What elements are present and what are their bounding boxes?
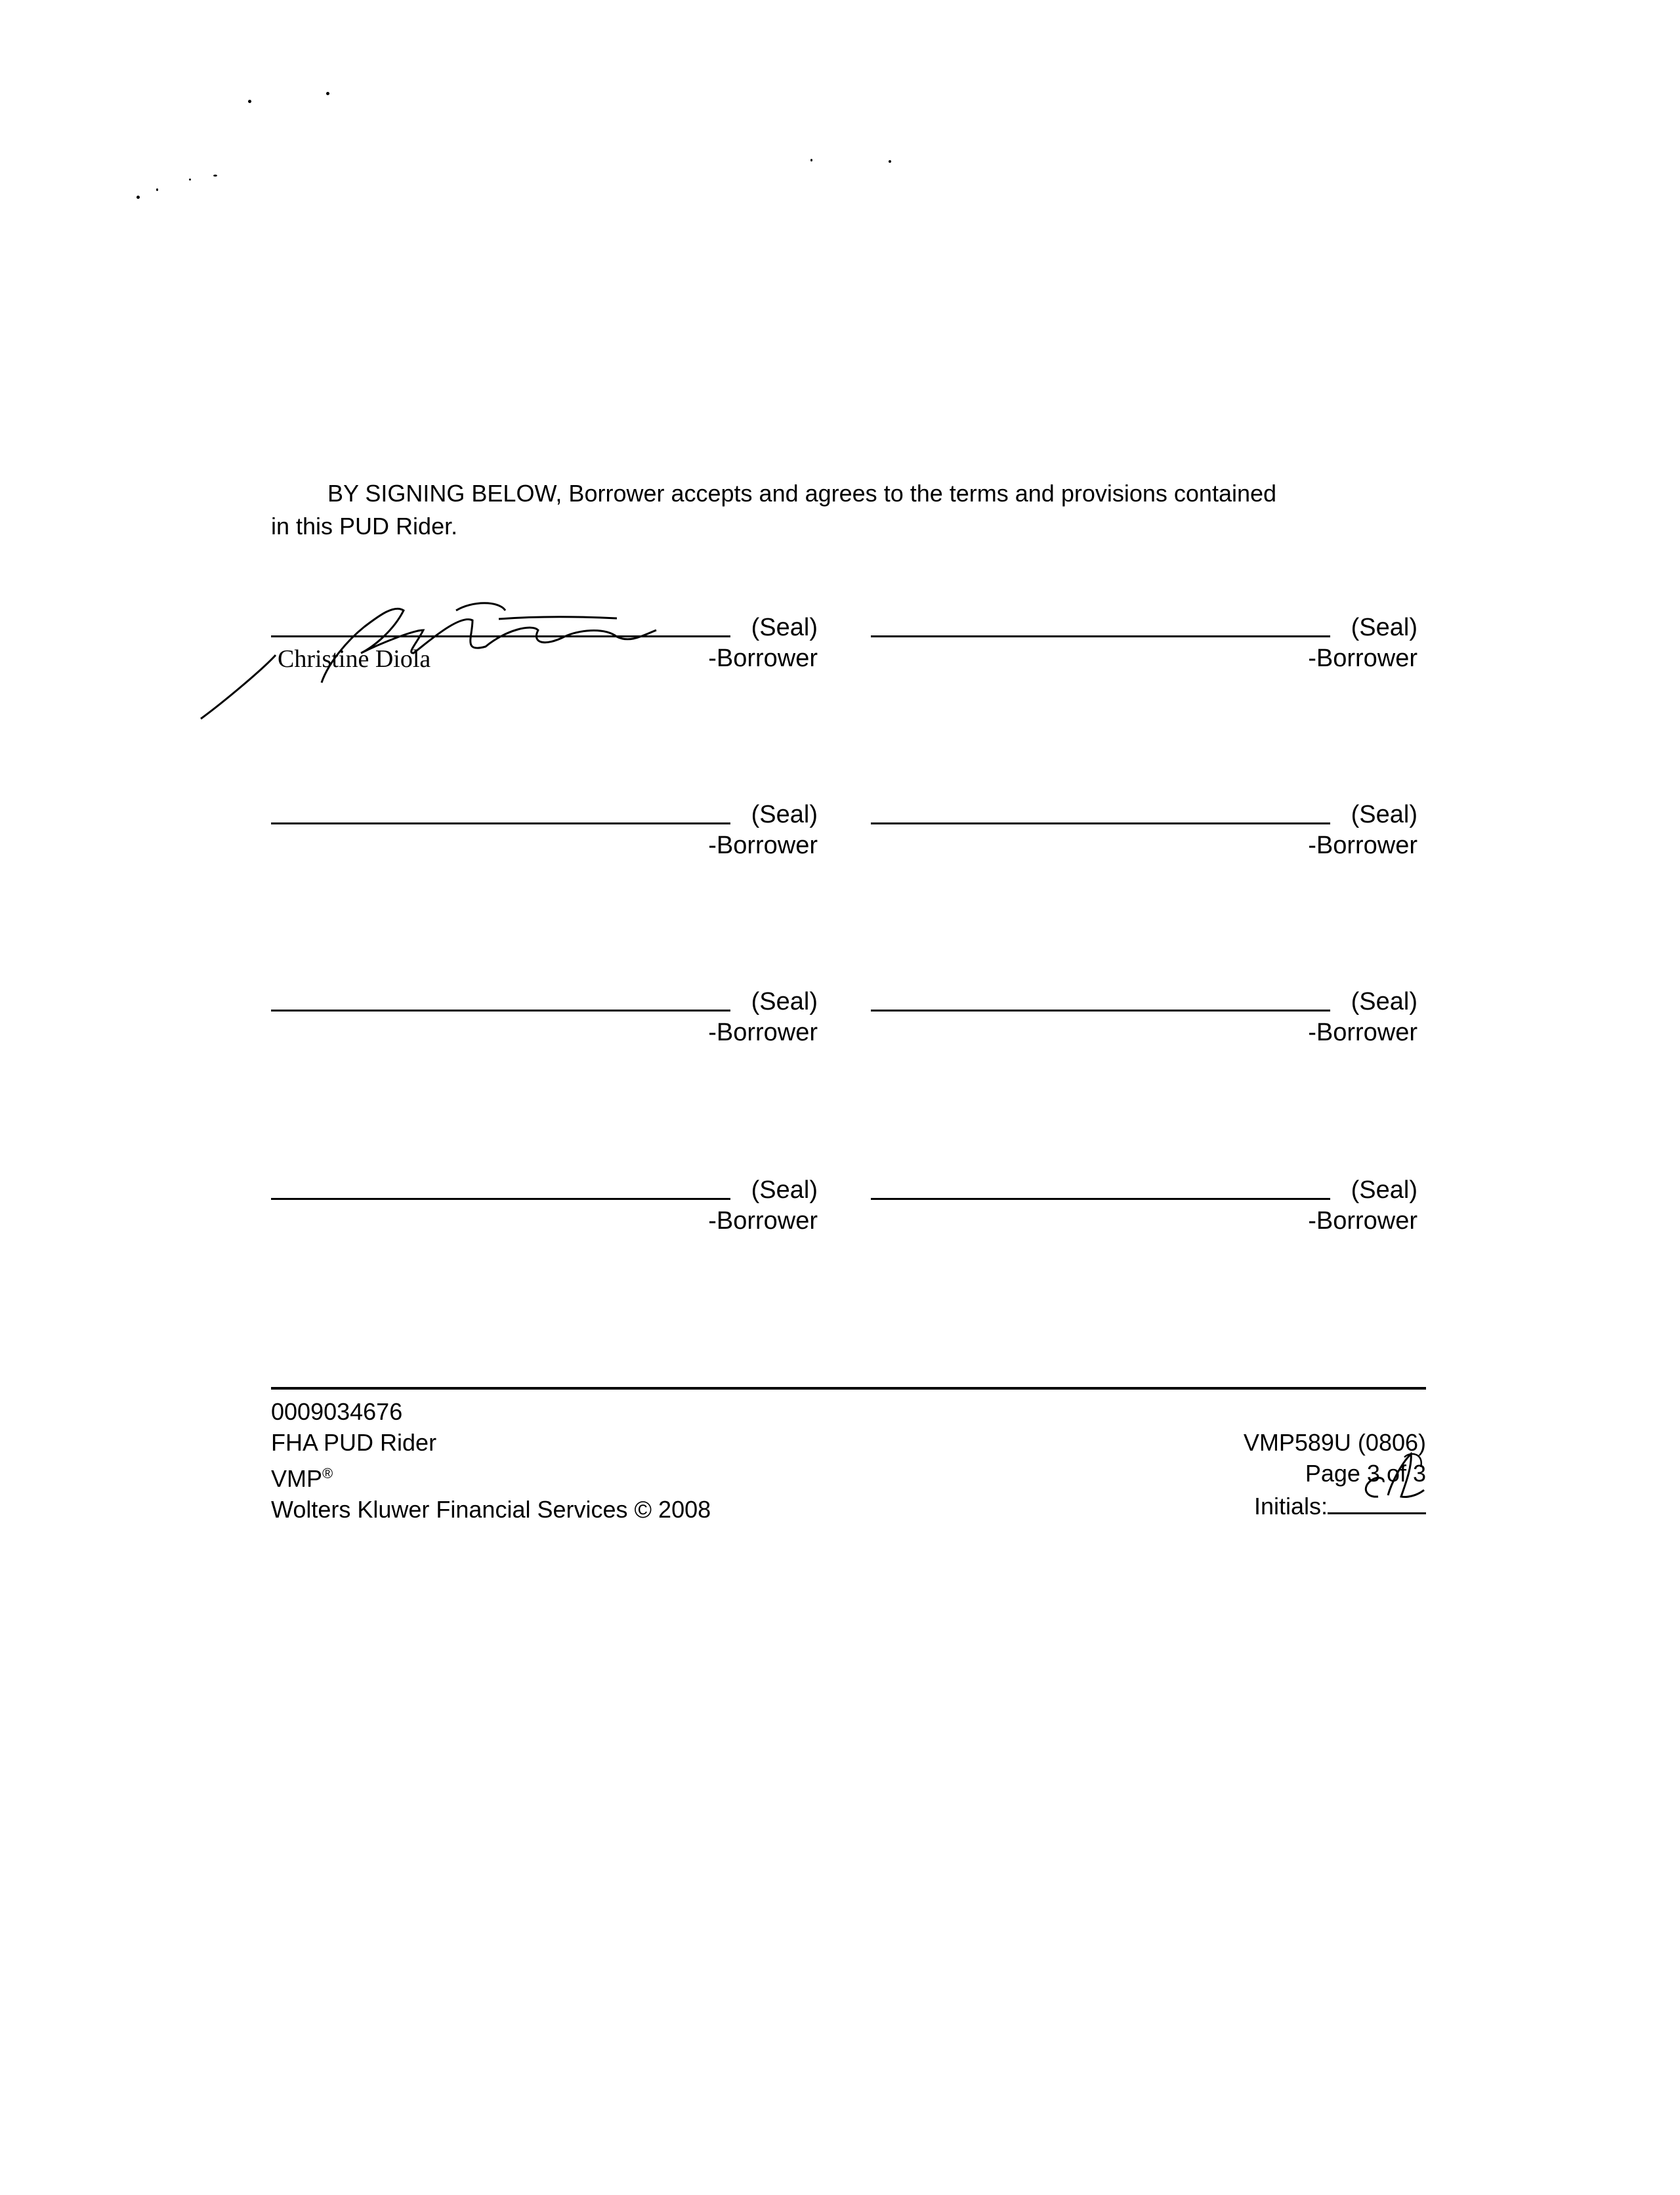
scan-speck [889, 160, 891, 163]
handwritten-initials [1339, 1451, 1437, 1503]
signer-name: Christine Diola [278, 645, 431, 673]
signature-line [871, 822, 1330, 824]
seal-label: (Seal) [751, 988, 818, 1015]
signature-line [871, 1198, 1330, 1200]
scan-speck [326, 92, 329, 95]
borrower-label: -Borrower [708, 1207, 818, 1235]
seal-label: (Seal) [751, 801, 818, 828]
signature-line [271, 1198, 730, 1200]
seal-label: (Seal) [1351, 1176, 1418, 1204]
handwritten-signature [197, 591, 696, 722]
borrower-label: -Borrower [1308, 1019, 1418, 1046]
seal-label: (Seal) [1351, 801, 1418, 828]
signature-line [871, 1010, 1330, 1012]
acceptance-line-1: BY SIGNING BELOW, Borrower accepts and agrees to the terms and provisions contained [327, 480, 1277, 507]
borrower-label: -Borrower [708, 645, 818, 672]
brand: VMP [271, 1465, 323, 1492]
scan-speck [248, 100, 251, 103]
signature-block-5[interactable] [271, 981, 818, 1046]
scan-speck [810, 159, 812, 161]
signature-block-4[interactable] [871, 794, 1418, 859]
registered-mark: ® [322, 1465, 333, 1481]
initials-label: Initials: [1253, 1493, 1328, 1520]
footer-left [271, 1396, 711, 1525]
seal-label: (Seal) [1351, 988, 1418, 1015]
borrower-label: -Borrower [708, 832, 818, 859]
signature-block-8[interactable] [871, 1169, 1418, 1235]
borrower-label: -Borrower [1308, 832, 1418, 859]
publisher: Wolters Kluwer Financial Services © 2008 [271, 1496, 711, 1523]
brand-line [271, 1458, 711, 1494]
borrower-label: -Borrower [1308, 645, 1418, 672]
form-code: VMP589U (0806) [1243, 1429, 1426, 1456]
seal-label: (Seal) [1351, 614, 1418, 641]
signature-line [871, 635, 1330, 637]
seal-label: (Seal) [751, 614, 818, 641]
form-name: FHA PUD Rider [271, 1429, 437, 1456]
scan-speck [189, 179, 191, 181]
borrower-label: -Borrower [1308, 1207, 1418, 1235]
footer-divider [271, 1387, 1426, 1390]
scan-speck [213, 175, 217, 177]
borrower-label: -Borrower [708, 1019, 818, 1046]
scan-speck [136, 196, 140, 199]
page-number: Page 3 of 3 [1305, 1460, 1426, 1487]
signature-block-3[interactable] [271, 794, 818, 859]
signature-line [271, 1010, 730, 1012]
seal-label: (Seal) [751, 1176, 818, 1204]
signature-block-6[interactable] [871, 981, 1418, 1046]
signature-line [271, 822, 730, 824]
signature-block-2[interactable] [871, 607, 1418, 672]
loan-number: 0009034676 [271, 1398, 403, 1425]
acceptance-paragraph [271, 477, 1426, 543]
signature-block-7[interactable] [271, 1169, 818, 1235]
acceptance-line-2: in this PUD Rider. [271, 513, 458, 540]
scan-speck [156, 188, 158, 191]
